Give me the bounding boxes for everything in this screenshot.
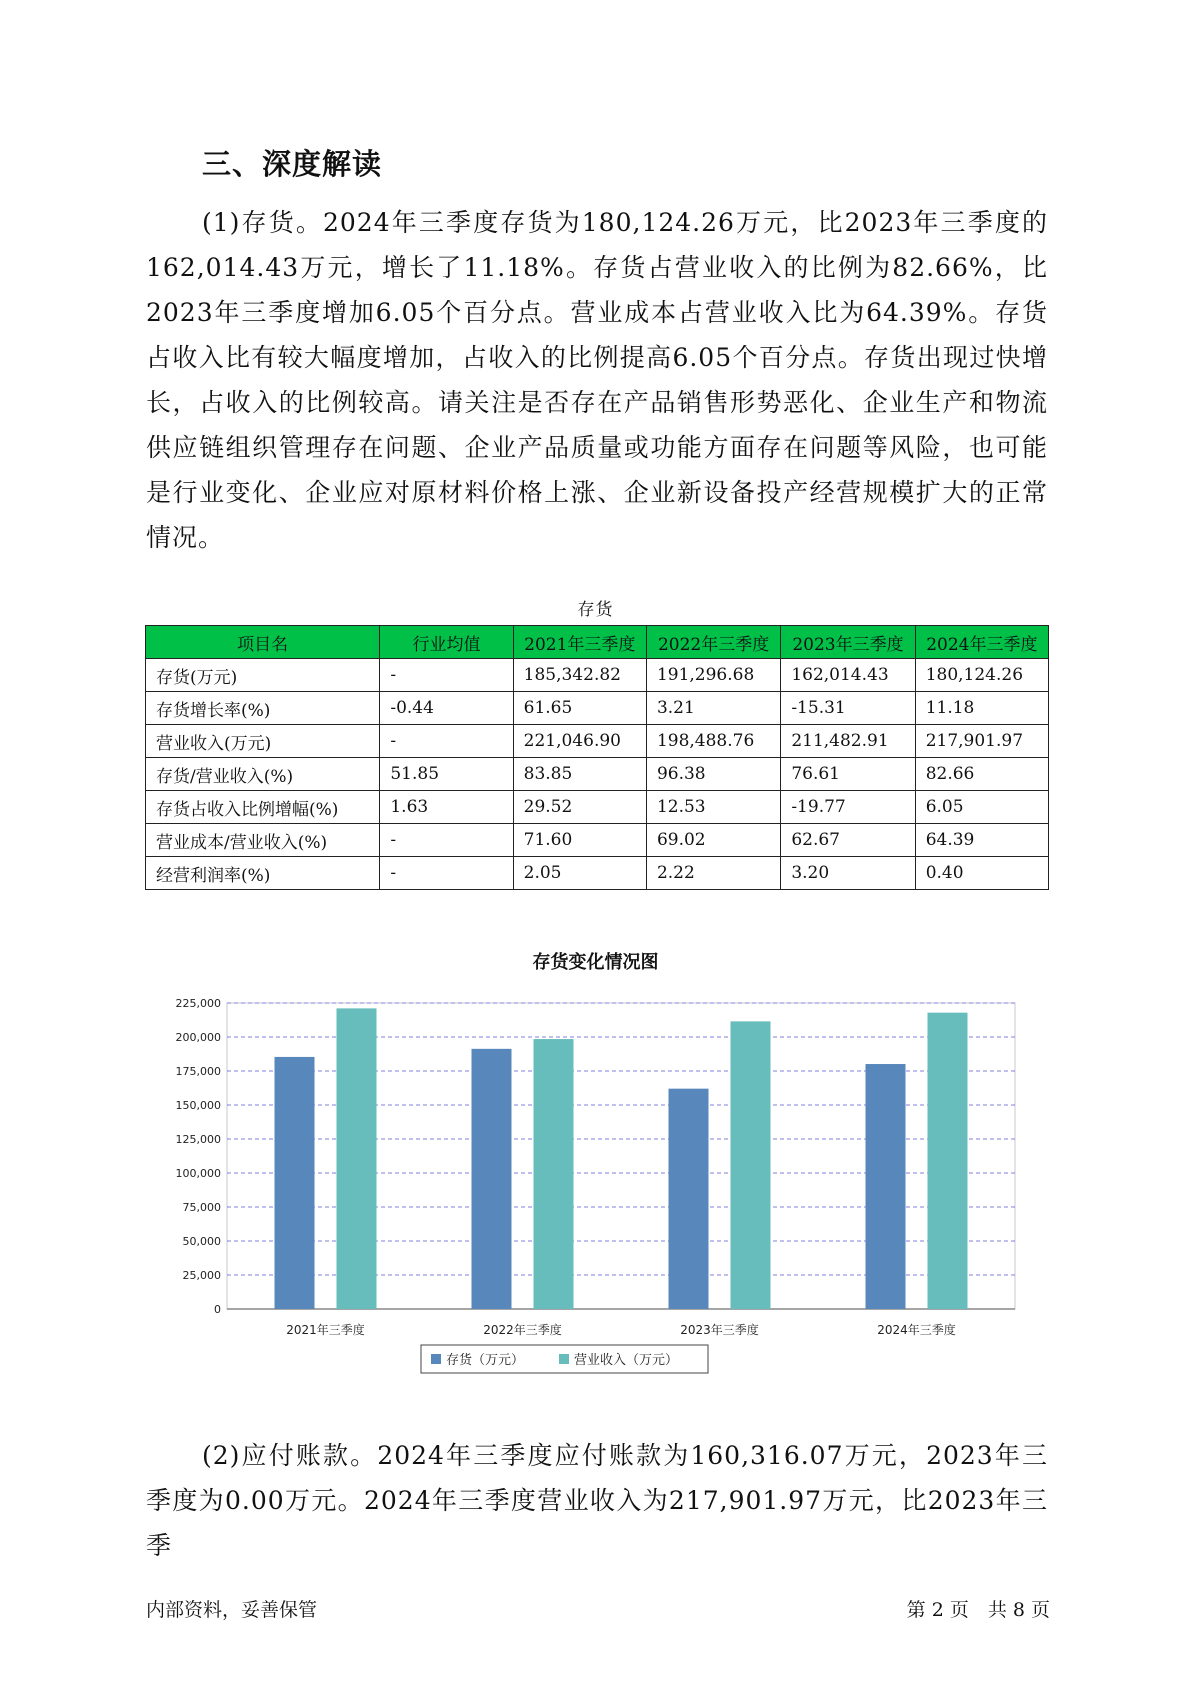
legend-swatch [559,1354,569,1364]
table-row [146,659,1049,692]
paragraph-payables [146,1433,1048,1568]
bar-inventory [669,1089,709,1309]
table-cell: 71.60 [513,824,646,857]
table-row [146,692,1049,725]
table-row [146,725,1049,758]
header-cell: 2022年三季度 [646,626,780,659]
table-cell: 69.02 [646,824,780,857]
table-cell: - [380,824,513,857]
y-tick-label: 75,000 [182,1201,221,1214]
legend-swatch [431,1354,441,1364]
table-row [146,791,1049,824]
table-cell: - [380,659,513,692]
table-cell: 经营利润率(%) [146,857,380,890]
footer-confidential: 内部资料，妥善保管 [146,1599,318,1621]
y-tick-label: 225,000 [175,997,221,1010]
table-cell: 1.63 [380,791,513,824]
table-cell: 51.85 [380,758,513,791]
table-row [146,824,1049,857]
table-cell: 62.67 [781,824,915,857]
table-cell: 61.65 [513,692,646,725]
x-tick-label: 2021年三季度 [286,1323,365,1337]
table-cell: 217,901.97 [915,725,1048,758]
y-tick-label: 200,000 [175,1031,221,1044]
table-cell: 211,482.91 [781,725,915,758]
bar-inventory [275,1057,315,1309]
header-cell: 行业均值 [380,626,513,659]
bar-revenue [731,1021,771,1309]
y-tick-label: 100,000 [175,1167,221,1180]
y-tick-label: 0 [214,1303,221,1316]
table-row [146,758,1049,791]
table-cell: 162,014.43 [781,659,915,692]
table-cell: 83.85 [513,758,646,791]
table-cell: 3.21 [646,692,780,725]
table-cell: 3.20 [781,857,915,890]
table-cell: 营业成本/营业收入(%) [146,824,380,857]
y-tick-label: 25,000 [182,1269,221,1282]
y-tick-label: 125,000 [175,1133,221,1146]
x-tick-label: 2023年三季度 [680,1323,759,1337]
legend-label: 存货（万元） [446,1353,525,1368]
table-cell: 6.05 [915,791,1048,824]
table-cell: 82.66 [915,758,1048,791]
table-title: 存货 [577,600,614,620]
bar-revenue [928,1013,968,1309]
table-cell: 0.40 [915,857,1048,890]
x-tick-label: 2022年三季度 [483,1323,562,1337]
table-cell: 76.61 [781,758,915,791]
header-cell: 2021年三季度 [513,626,646,659]
bar-inventory [472,1049,512,1309]
table-cell: -15.31 [781,692,915,725]
paragraph-inventory-text: (1)存货。2024年三季度存货为180,124.26万元，比2023年三季度的162,014.43万元，增长了11.18%。存货占营业收入的比例为82.66%，比2023年三季度增加6.05个百分点。营业成本占营业收入比为64.39%。存货占收入比有较大幅度增加，占收入的比例提高6.05个百分点。存货出现过快增长，占收入的比例较高。请关注是否存在产品销售形势恶化、企业生产和物流供应链组织管理存在问题、企业产品质量或功能方面存在问题等风险，也可能是行业变化、企业应对原材料价格上涨、企业新设备投产经营规模扩大的正常情况。 [146,208,1048,552]
table-cell: -19.77 [781,791,915,824]
table-cell: 198,488.76 [646,725,780,758]
paragraph-inventory [146,200,1048,560]
table-cell: 2.05 [513,857,646,890]
y-tick-label: 150,000 [175,1099,221,1112]
header-cell: 2024年三季度 [915,626,1048,659]
bar-inventory [866,1064,906,1309]
table-cell: 12.53 [646,791,780,824]
table-cell: - [380,725,513,758]
table-cell: 29.52 [513,791,646,824]
bar-revenue [337,1008,377,1309]
table-cell: 96.38 [646,758,780,791]
table-cell: 11.18 [915,692,1048,725]
table-row [146,857,1049,890]
table-cell: 存货增长率(%) [146,692,380,725]
header-cell: 2023年三季度 [781,626,915,659]
table-cell: 185,342.82 [513,659,646,692]
header-cell: 项目名 [146,626,380,659]
table-cell: 180,124.26 [915,659,1048,692]
table-cell: 64.39 [915,824,1048,857]
table-header-row [146,626,1049,659]
table-cell: -0.44 [380,692,513,725]
chart-title: 存货变化情况图 [532,952,659,973]
footer-page-number: 第 2 页 共 8 页 [906,1599,1050,1621]
x-tick-label: 2024年三季度 [877,1323,956,1337]
table-cell: 191,296.68 [646,659,780,692]
y-tick-label: 175,000 [175,1065,221,1078]
section-heading: 三、深度解读 [202,147,383,181]
table-cell: - [380,857,513,890]
table-cell: 2.22 [646,857,780,890]
table-cell: 存货占收入比例增幅(%) [146,791,380,824]
table-cell: 存货(万元) [146,659,380,692]
y-tick-label: 50,000 [182,1235,221,1248]
table-cell: 221,046.90 [513,725,646,758]
legend-label: 营业收入（万元） [574,1353,679,1368]
table-cell: 营业收入(万元) [146,725,380,758]
inventory-table [145,625,1049,890]
bar-revenue [534,1039,574,1309]
inventory-bar-chart [150,975,1040,1395]
paragraph-payables-text: (2)应付账款。2024年三季度应付账款为160,316.07万元，2023年三季度为0.00万元。2024年三季度营业收入为217,901.97万元，比2023年三季 [146,1441,1048,1560]
table-cell: 存货/营业收入(%) [146,758,380,791]
